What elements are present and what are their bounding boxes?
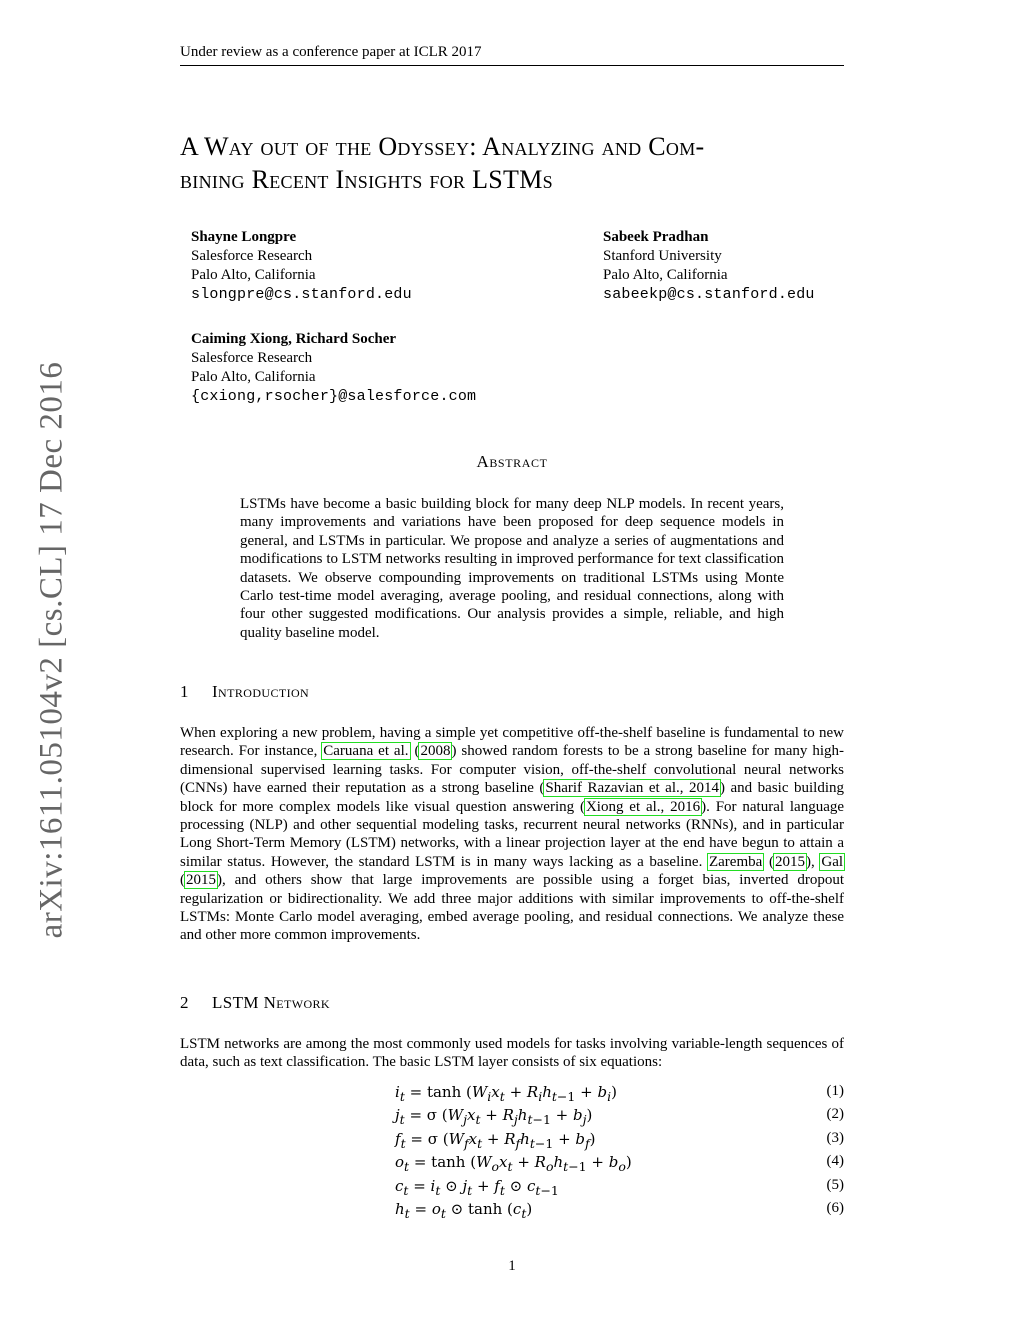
equation-number: (4) xyxy=(826,1153,844,1170)
equation-formula: $c_t = i_t$ ⊙ $j_t + f_t$ ⊙ $c_{t-1}$ xyxy=(395,1176,559,1198)
author-affiliation: Salesforce Research xyxy=(191,350,313,366)
author-email[interactable]: slongpre@cs.stanford.edu xyxy=(191,286,412,303)
equation-row xyxy=(180,1177,844,1200)
author-block-pradhan xyxy=(603,228,815,304)
section-number: 1 xyxy=(180,682,189,701)
paper-title xyxy=(180,130,860,196)
author-name: Sabeek Pradhan xyxy=(603,229,709,245)
title-line-1: A Way out of the Odyssey: Analyzing and Com- xyxy=(180,132,705,161)
citation-link[interactable]: Sharif Razavian et al., 2014 xyxy=(545,780,720,797)
author-affiliation: Salesforce Research xyxy=(191,248,313,264)
equation-formula: $i_t = \tanh (W_ix_t + R_ih_{t-1} + b_i)$ xyxy=(395,1083,617,1104)
citation-link[interactable]: 2015 xyxy=(186,872,216,889)
citation-link[interactable]: 2015 xyxy=(774,853,805,870)
author-affiliation: Stanford University xyxy=(603,248,722,264)
page-number: 1 xyxy=(508,1258,516,1274)
author-name: Caiming Xiong, Richard Socher xyxy=(191,331,397,347)
lstm-paragraph: LSTM networks are among the most commonly used models for tasks involving variable-length sequences of data, such as text classification. The basic LSTM layer consists of six equations: xyxy=(180,1036,844,1071)
equation-row xyxy=(180,1200,844,1223)
section-heading-lstm-network xyxy=(180,993,330,1013)
citation-link[interactable]: Caruana et al. xyxy=(323,743,409,760)
arxiv-stamp: arXiv:1611.05104v2 [cs.CL] 17 Dec 2016 xyxy=(33,361,70,939)
abstract-heading: Abstract xyxy=(476,452,548,471)
citation-link[interactable]: Zaremba xyxy=(708,853,763,870)
equation-row xyxy=(180,1153,844,1176)
lstm-equations xyxy=(180,1083,844,1223)
citation-link[interactable]: 2008 xyxy=(420,743,451,760)
title-line-2: bining Recent Insights for LSTMs xyxy=(180,165,553,194)
author-email[interactable]: sabeekp@cs.stanford.edu xyxy=(603,286,815,303)
author-location: Palo Alto, California xyxy=(191,267,316,283)
equation-number: (5) xyxy=(826,1176,844,1193)
equation-formula: $f_t = \sigma$ $(W_fx_t + R_fh_{t-1} + b_f)$ xyxy=(395,1129,596,1151)
author-location: Palo Alto, California xyxy=(603,267,728,283)
equation-formula: $j_t = \sigma$ $(W_jx_t + R_jh_{t-1} + b_j)$ xyxy=(395,1106,593,1128)
section-title: Introduction xyxy=(212,682,310,701)
equation-row xyxy=(180,1106,844,1129)
introduction-paragraph: When exploring a new problem, having a simple yet competitive off-the-shelf baseline is fundamental to new research. For instance, Caruana et al. (2008) showed random forests to be a strong baseline for many high-dimensional supervised learning tasks. For computer vision, off-the-shelf convolutional neural networks (CNNs) have earned their reputation as a strong baseline (Sharif Razavian et al., 2014) and basic building block for more complex models like visual question answering (Xiong et al., 2016). For natural language processing (NLP) and other sequential modeling tasks, recurrent neural networks (RNNs), and in particular Long Short-Term Memory (LSTM) networks, with a linear projection layer at the end have begun to attain a similar status. However, the standard LSTM is in many ways lacking as a baseline. Zaremba (2015), Gal (2015), and others show that large improvements are possible using a forget bias, inverted dropout regularization or bidirectionality. We add three major additions with similar improvements to off-the-shelf LSTMs: Monte Carlo model averaging, embed average pooling, and residual connections. We analyze these and other more common improvements. xyxy=(180,725,845,944)
author-location: Palo Alto, California xyxy=(191,369,316,385)
section-heading-introduction xyxy=(180,682,309,702)
equation-number: (6) xyxy=(826,1199,844,1216)
author-block-longpre xyxy=(191,228,412,304)
equation-row xyxy=(180,1130,844,1153)
citation-link[interactable]: Gal xyxy=(821,853,844,870)
section-number: 2 xyxy=(180,993,189,1012)
equation-formula: $o_t = \tanh (W_ox_t + R_oh_{t-1} + b_o)$ xyxy=(395,1153,632,1175)
author-email[interactable]: {cxiong,rsocher}@salesforce.com xyxy=(191,388,477,405)
section-title: LSTM Network xyxy=(212,993,330,1012)
equation-row xyxy=(180,1083,844,1106)
equation-number: (1) xyxy=(826,1083,844,1099)
author-name: Shayne Longpre xyxy=(191,229,297,245)
abstract-text: LSTMs have become a basic building block for many deep NLP models. In recent years, many improvements and variations have been proposed for deep sequence models in general, and LSTMs in particular. We propose and analyze a series of augmentations and modifications to LSTM networks resulting in improved performance for text classification datasets. We observe compounding improvements on traditional LSTMs using Monte Carlo test-time model averaging, average pooling, and residual connections, along with four other suggested modifications. Our analysis provides a simple, reliable, and high quality baseline model. xyxy=(240,496,784,641)
equation-formula: $h_t = o_t$ ⊙ $\tanh (c_t)$ xyxy=(395,1199,533,1221)
equation-number: (2) xyxy=(826,1106,844,1123)
citation-link[interactable]: Xiong et al., 2016 xyxy=(585,798,701,815)
header-rule xyxy=(180,65,844,66)
equation-number: (3) xyxy=(826,1129,844,1146)
author-block-xiong-socher xyxy=(191,330,476,406)
conference-header: Under review as a conference paper at ICLR 2017 xyxy=(180,44,482,60)
